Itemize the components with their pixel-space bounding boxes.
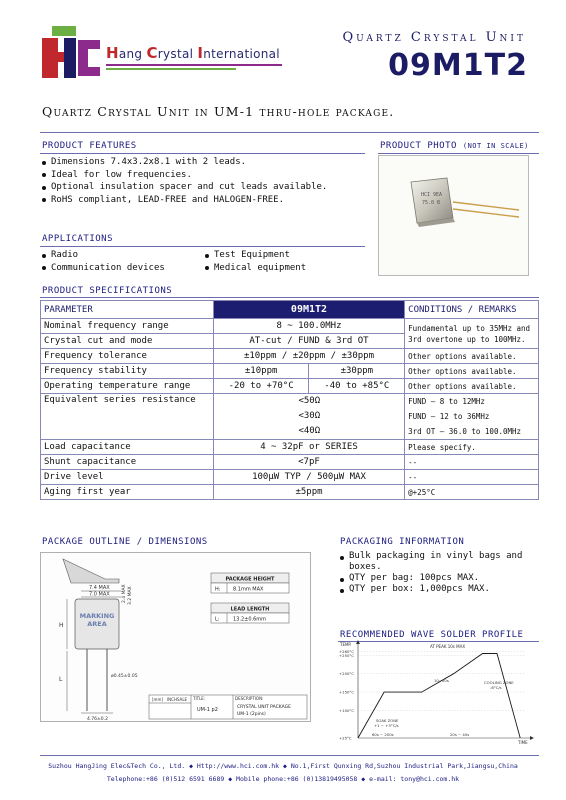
- company-logo: [42, 24, 102, 82]
- title-block-text: TITLE:: [193, 696, 206, 701]
- solder-profile-chart: [338, 640, 540, 746]
- table-row: [41, 349, 539, 364]
- esr-remark: FUND – 8 to 12MHz: [408, 397, 485, 406]
- title-block-text: UM-1 p2: [197, 707, 218, 713]
- param-value: ±10ppm / ±20ppm / ±30ppm: [213, 349, 404, 364]
- y-axis-label: TEMP.: [340, 642, 352, 647]
- solder-title: RECOMMENDED WAVE SOLDER PROFILE: [340, 630, 524, 640]
- y-tick-label: +25°C: [339, 735, 352, 741]
- table-title: PACKAGE HEIGHT: [225, 576, 275, 583]
- company-name: Hang Crystal International: [106, 44, 280, 62]
- list-item: Radio: [42, 249, 165, 262]
- title-block-text: CRYSTAL UNIT PACKAGE: [237, 705, 291, 710]
- photo-title: PRODUCT PHOTO (NOT IN SCALE): [380, 141, 529, 151]
- logo-underline: [106, 64, 282, 66]
- dim-label: 2.4 MAX: [122, 584, 127, 603]
- list-item: Test Equipment: [205, 249, 306, 262]
- table-row: [41, 470, 539, 485]
- features-title: PRODUCT FEATURES: [42, 141, 137, 151]
- product-photo: [378, 155, 529, 276]
- param-label: Aging first year: [41, 485, 214, 500]
- title-block-text: INCHSALE: [167, 697, 188, 702]
- list-item: Ideal for low frequencies.: [42, 169, 327, 182]
- esr-remark: FUND – 12 to 36MHz: [408, 412, 490, 421]
- param-value: 8 ~ 100.0MHz: [213, 319, 404, 334]
- table-key: H:: [215, 586, 221, 593]
- table-key: L:: [215, 616, 220, 623]
- param-remark: Please specify.: [405, 440, 539, 455]
- packaging-title: PACKAGING INFORMATION: [340, 537, 465, 547]
- footer-line: Suzhou HangJing Elec&Tech Co., Ltd. ◆ Http://www.hci.com.hk ◆ No.1,First Qunxing Rd,Suzhou Industrial Park,Jiangsu,China: [48, 762, 518, 770]
- section-divider: [40, 132, 539, 133]
- param-remark: [405, 394, 539, 440]
- y-tick-label: +250°C: [339, 652, 354, 658]
- cooling-annotation: COOLING ZONE: [484, 680, 514, 685]
- marking-area-label: MARKING: [79, 612, 115, 620]
- param-value: [213, 394, 404, 440]
- param-remark: Other options available.: [405, 364, 539, 379]
- table-row: [41, 485, 539, 500]
- esr-value: <50Ω: [298, 396, 321, 406]
- packaging-list: [340, 551, 522, 595]
- esr-remark: 3rd OT – 36.0 to 100.0MHz: [408, 427, 522, 436]
- table-row: [41, 364, 539, 379]
- esr-value: <40Ω: [298, 426, 321, 436]
- peak-time-annotation: 10~20s: [434, 678, 449, 683]
- dim-label: 4.76±0.2: [87, 717, 108, 721]
- footer-line: Telephone:+86 (0)512 6591 6689 ◆ Mobile phone:+86 (0)13819495058 ◆ e-mail: tony@hci.com.hk: [106, 775, 460, 783]
- y-axis-arrow: [356, 640, 360, 644]
- footer-divider: [40, 755, 539, 756]
- soak-annotation: SOAK ZONE: [376, 718, 399, 723]
- table-row: [41, 394, 539, 440]
- list-item: QTY per box: 1,000pcs MAX.: [340, 584, 522, 595]
- cooling-annotation: -6°C/s: [490, 685, 502, 690]
- column-header: CONDITIONS / REMARKS: [405, 301, 539, 319]
- dim-label: 7.4 MAX: [89, 585, 110, 591]
- param-value: -20 to +70°C: [213, 379, 309, 394]
- table-value: 13.2±0.6mm: [233, 616, 267, 623]
- param-value: 4 ~ 32pF or SERIES: [213, 440, 404, 455]
- title-block-text: DESCRIPTION:: [235, 696, 264, 701]
- column-header: 09M1T2: [213, 301, 404, 319]
- param-remark: --: [405, 470, 539, 485]
- y-tick-label: +200°C: [339, 671, 354, 677]
- dim-label: ø0.45±0.05: [111, 674, 138, 679]
- title-block-text: [mm]: [152, 697, 163, 702]
- param-value: 100µW TYP / 500µW MAX: [213, 470, 404, 485]
- applications-title: APPLICATIONS: [42, 234, 114, 244]
- x-axis-arrow: [530, 736, 534, 740]
- part-number-title: 09M1T2: [388, 48, 528, 83]
- outline-title: PACKAGE OUTLINE / DIMENSIONS: [42, 537, 208, 547]
- table-title: LEAD LENGTH: [230, 606, 270, 613]
- marking-area-label: AREA: [87, 620, 107, 628]
- param-remark: Other options available.: [405, 379, 539, 394]
- param-value: ±10ppm: [213, 364, 309, 379]
- param-remark: --: [405, 455, 539, 470]
- section-divider: [40, 297, 539, 298]
- specifications-table: [40, 300, 539, 500]
- list-item: QTY per bag: 100pcs MAX.: [340, 573, 522, 584]
- y-tick-label: +100°C: [339, 707, 354, 713]
- applications-list: [205, 249, 306, 274]
- param-value: <7pF: [213, 455, 404, 470]
- list-item: Communication devices: [42, 262, 165, 275]
- y-ticks: [339, 649, 526, 740]
- column-header: PARAMETER: [41, 301, 214, 319]
- param-remark: Other options available.: [405, 349, 539, 364]
- param-label: Equivalent series resistance: [41, 394, 214, 440]
- list-item: Dimensions 7.4x3.2x8.1 with 2 leads.: [42, 156, 327, 169]
- table-row: [41, 455, 539, 470]
- applications-list: [42, 249, 165, 274]
- list-item: RoHS compliant, LEAD-FREE and HALOGEN-FREE.: [42, 194, 327, 207]
- dim-label: 7.0 MAX: [89, 591, 110, 598]
- y-tick-label: +150°C: [339, 689, 354, 695]
- specs-title: PRODUCT SPECIFICATIONS: [42, 286, 173, 296]
- table-value: 8.1mm MAX: [233, 586, 264, 593]
- param-label: Nominal frequency range: [41, 319, 214, 334]
- esr-value: <30Ω: [298, 411, 321, 421]
- param-label: Operating temperature range: [41, 379, 214, 394]
- y-tick-label: +260°C: [339, 649, 354, 655]
- page-subtitle: Quartz Crystal Unit in UM-1 thru-hole package.: [42, 104, 395, 119]
- outline-svg: [41, 553, 310, 721]
- dim-label: L: [59, 676, 63, 683]
- document-type: Quartz Crystal Unit: [342, 30, 526, 45]
- param-value: -40 to +85°C: [309, 379, 405, 394]
- section-divider: [40, 153, 365, 154]
- can-marking: HCI 9EA: [421, 192, 443, 198]
- param-value: ±30ppm: [309, 364, 405, 379]
- list-item: Bulk packaging in vinyl bags and boxes.: [340, 551, 522, 573]
- table-row: [41, 440, 539, 455]
- list-item: Optional insulation spacer and cut leads available.: [42, 181, 327, 194]
- param-label: Drive level: [41, 470, 214, 485]
- title-block-text: UM-1 (2pins): [237, 712, 266, 717]
- param-value: AT-cut / FUND & 3rd OT: [213, 334, 404, 349]
- param-label: Frequency tolerance: [41, 349, 214, 364]
- dim-label: 3.2 MAX: [128, 586, 133, 605]
- span-annotation: 60s ~ 200s: [372, 732, 394, 737]
- param-remark: Fundamental up to 35MHz and 3rd overtone up to 100MHz.: [405, 319, 539, 349]
- peak-annotation: AT PEAK 10s MAX: [430, 644, 466, 649]
- logo-underline: [106, 68, 236, 70]
- table-row: [41, 319, 539, 334]
- param-value: ±5ppm: [213, 485, 404, 500]
- soak-annotation: +1 ~ +3°C/s: [374, 723, 399, 728]
- dim-label: H: [59, 622, 64, 629]
- span-annotation: 20s ~ 40s: [450, 732, 470, 737]
- section-divider: [40, 246, 365, 247]
- table-header-row: [41, 301, 539, 319]
- param-label: Frequency stability: [41, 364, 214, 379]
- table-row: [41, 379, 539, 394]
- section-divider: [378, 153, 539, 154]
- param-remark: @+25°C: [405, 485, 539, 500]
- features-list: [42, 156, 327, 206]
- list-item: Medical equipment: [205, 262, 306, 275]
- param-label: Crystal cut and mode: [41, 334, 214, 349]
- param-label: Shunt capacitance: [41, 455, 214, 470]
- param-label: Load capacitance: [41, 440, 214, 455]
- x-axis-label: TIME: [518, 740, 528, 745]
- package-outline-drawing: [40, 552, 311, 722]
- can-marking: 75.0 B: [422, 200, 441, 206]
- crystal-photo-illustration: [379, 156, 528, 275]
